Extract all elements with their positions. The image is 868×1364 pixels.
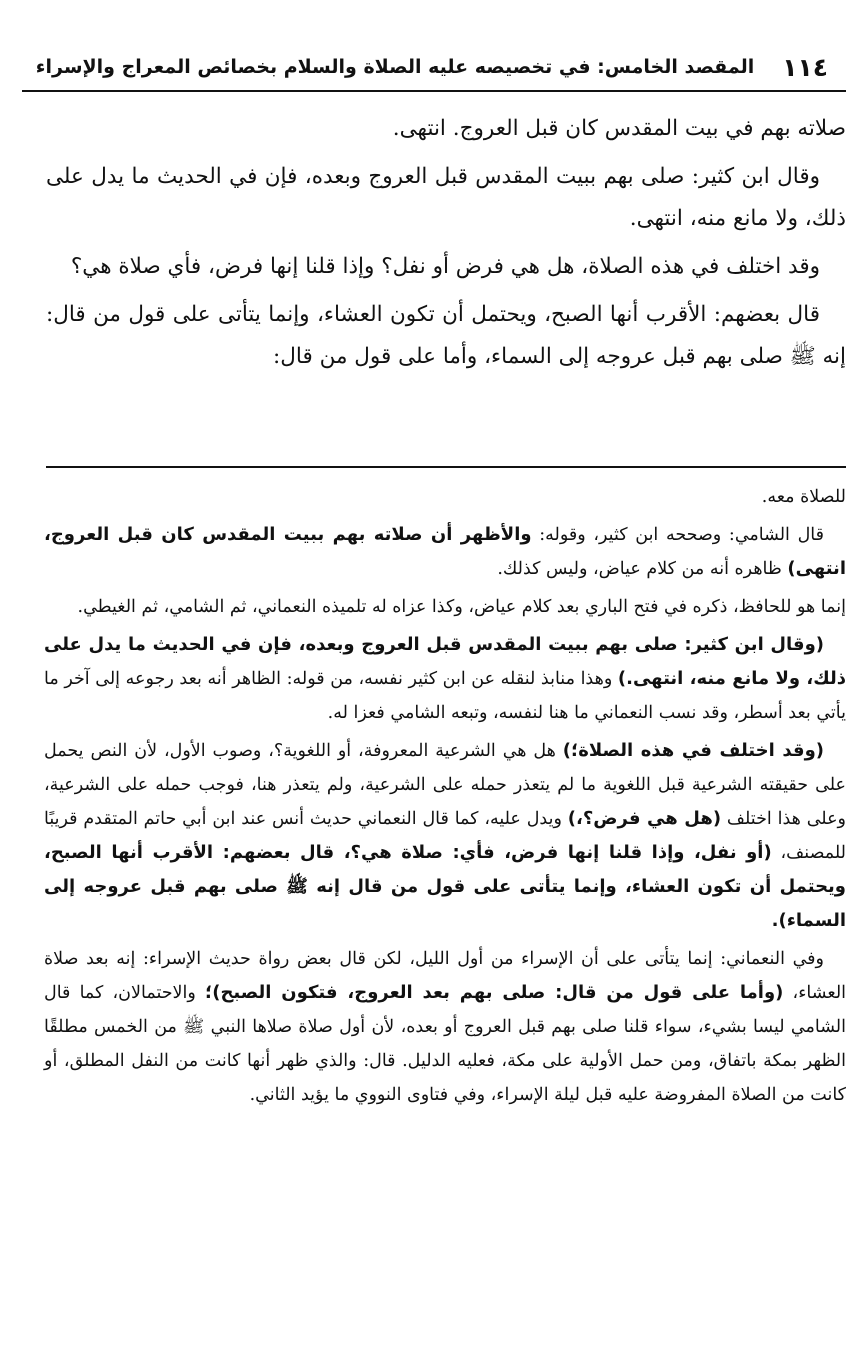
running-title: المقصد الخامس: في تخصيصه عليه الصلاة والسلام بخصائص المعراج والإسراء <box>35 56 755 78</box>
quoted-text: (أو نفل، وإذا قلنا إنها فرض، فأي: صلاة هي؟، قال بعضهم: الأقرب أنها الصبح، ويحتمل أن تكون العشاء، وإنما يتأتى على قول من قال إنه ﷺ صلى بهم قبل عروجه إلى السماء). <box>44 842 846 931</box>
commentary-text: للصلاة معه. <box>761 487 846 507</box>
commentary-text: هل هي الشرعية المعروفة، أو اللغوية؟، وصوب الأول، لأن النص يحمل على حقيقته الشرعية قبل اللغوية ما لم يتعذر حمله على الشرعية، ولم يتعذر هنا، فوجب حمله على الشرعية، وعلى هذا اختلف <box>44 741 846 829</box>
commentary-paragraph <box>44 734 846 938</box>
main-paragraph: وقد اختلف في هذه الصلاة، هل هي فرض أو نفل؟ وإذا قلنا إنها فرض، فأي صلاة هي؟ <box>70 254 820 279</box>
footnote-divider <box>46 466 846 468</box>
page-number: ١١٤ <box>782 52 828 82</box>
commentary-text: قال الشامي: وصححه ابن كثير، وقوله: <box>531 525 824 545</box>
main-paragraph: وقال ابن كثير: صلى بهم ببيت المقدس قبل العروج وبعده، فإن في الحديث ما يدل على ذلك، ولا مانع منه، انتهى. <box>46 164 846 231</box>
commentary-text: إنما هو للحافظ، ذكره في فتح الباري بعد كلام عياض، وكذا عزاه له تلميذه النعماني، ثم الشامي، ثم الغيطي. <box>77 597 846 617</box>
page-header <box>22 44 846 92</box>
main-text <box>46 108 846 384</box>
commentary-text: وهذا منابذ لنقله عن ابن كثير نفسه، من قوله: الظاهر أنه بعد رجوعه إلى آخر ما يأتي بعد أسطر، وقد نسب النعماني ما هنا لنفسه، وتبعه الشامي فعزا له. <box>44 669 846 723</box>
commentary-text: ظاهره أنه من كلام عياض، وليس كذلك. <box>497 559 788 579</box>
commentary-text: ويدل عليه، كما قال النعماني حديث أنس عند ابن أبي حاتم المتقدم قريبًا للمصنف، <box>44 809 846 863</box>
quoted-text: (وأما على قول من قال: صلى بهم بعد العروج، فتكون الصبح)؛ <box>205 982 784 1003</box>
quoted-text: (وقال ابن كثير: صلى بهم ببيت المقدس قبل العروج وبعده، فإن في الحديث ما يدل على ذلك، ولا مانع منه، انتهى.) <box>44 634 846 689</box>
commentary-paragraph <box>44 480 846 514</box>
quoted-text: والأظهر أن صلاته بهم ببيت المقدس كان قبل العروج، انتهى) <box>44 524 846 579</box>
commentary-text: والاحتمالان، كما قال الشامي ليسا بشيء، سواء قلنا صلى بهم قبل العروج أو بعده، لأن أول صلاة صلاها النبي ﷺ من الخمس مطلقًا الظهر بمكة باتفاق، ومن حمل الأولية على مكة، فعليه الدليل. قال: والذي ظهر أنها كانت من النفل المطلق، أو كانت من الصلاة المفروضة عليه قبل ليلة الإسراء، وفي فتاوى النووي ما يؤيد الثاني. <box>44 983 846 1105</box>
main-paragraph: صلاته بهم في بيت المقدس كان قبل العروج. انتهى. <box>392 116 846 141</box>
commentary-text: وفي النعماني: إنما يتأتى على أن الإسراء من أول الليل، لكن قال بعض رواة حديث الإسراء: إنه بعد صلاة العشاء، <box>44 949 847 1003</box>
quoted-text: (وقد اختلف في هذه الصلاة؛) <box>562 740 824 761</box>
commentary <box>44 480 846 1116</box>
commentary-paragraph <box>44 590 846 624</box>
quoted-text: (هل هي فرض؟،) <box>567 808 722 829</box>
commentary-paragraph <box>44 942 846 1112</box>
commentary-paragraph <box>44 518 846 586</box>
main-paragraph: قال بعضهم: الأقرب أنها الصبح، ويحتمل أن تكون العشاء، وإنما يتأتى على قول من قال: إنه ﷺ صلى بهم قبل عروجه إلى السماء، وأما على قول من قال: <box>46 302 846 369</box>
commentary-paragraph <box>44 628 846 730</box>
